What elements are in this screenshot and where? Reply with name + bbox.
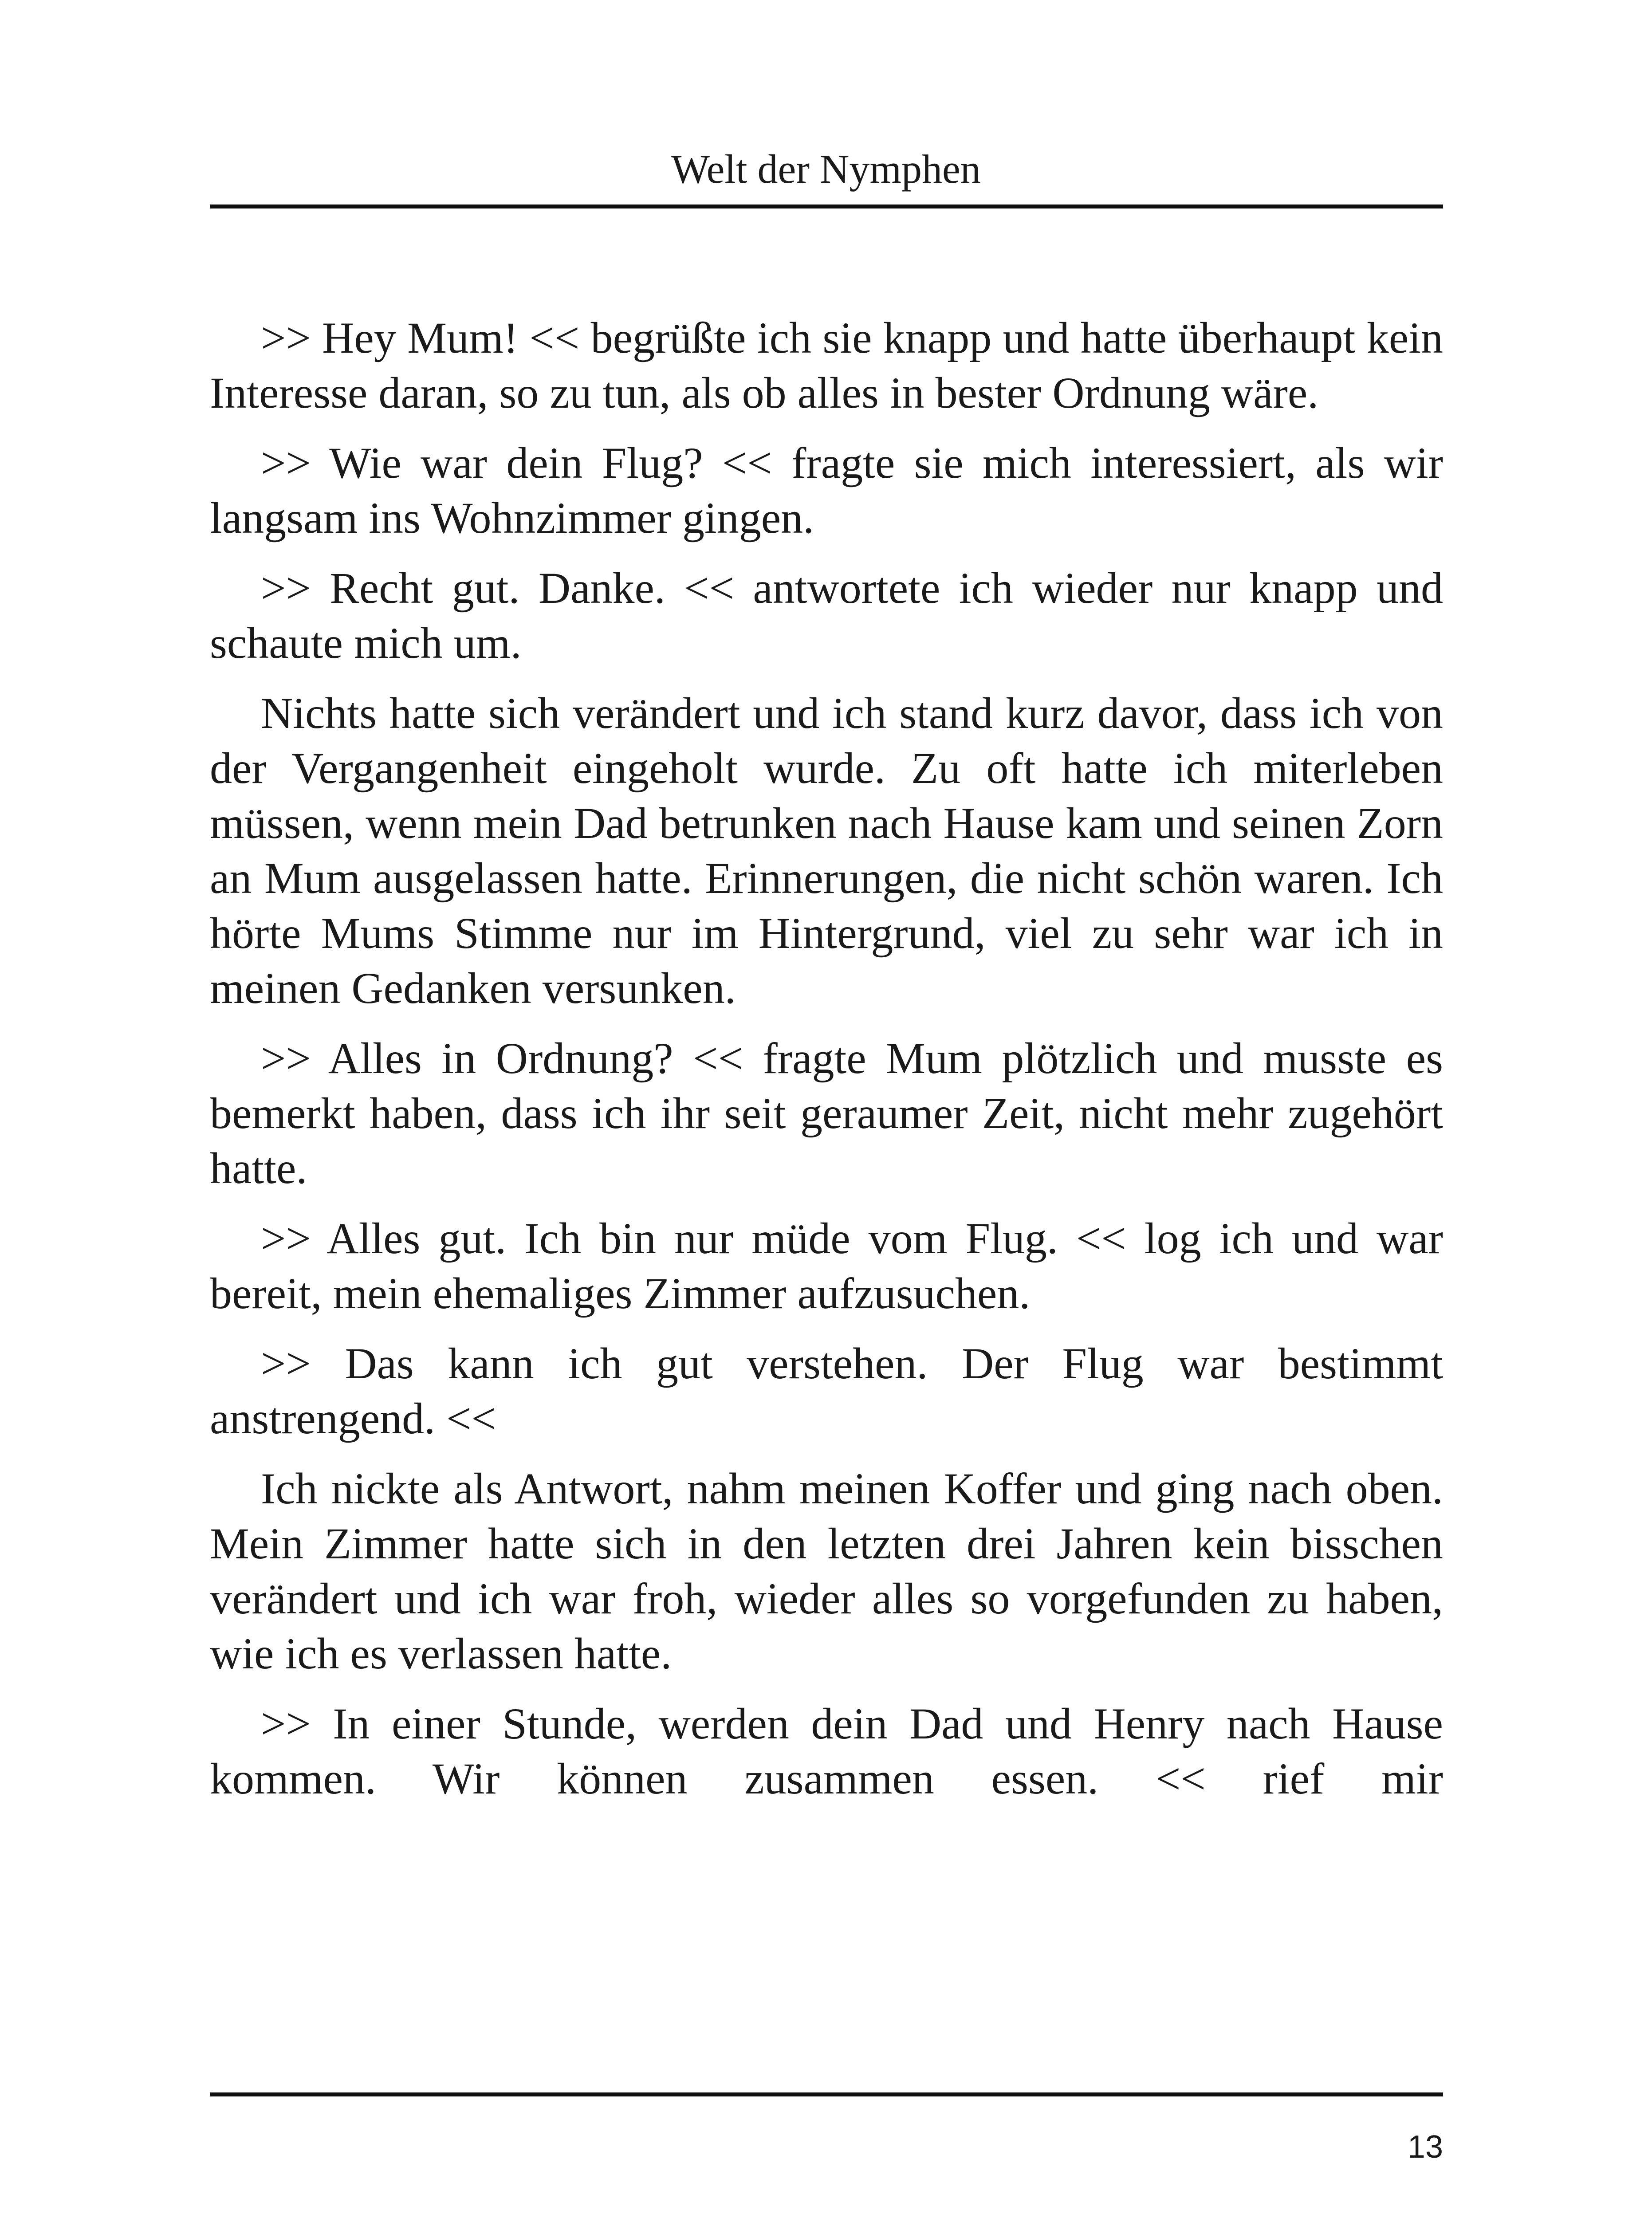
paragraph-continued: >> In einer Stunde, werden dein Dad und Henry nach Hause kommen. Wir können zusammen essen. << rief mir [210,1699,1443,1803]
paragraph: >> Alles gut. Ich bin nur müde vom Flug. << log ich und war bereit, mein ehemaliges Zimmer aufzusuchen. [210,1214,1443,1318]
footer-rule [210,2092,1443,2096]
header-rule [210,204,1443,208]
paragraph: Nichts hatte sich verändert und ich stand kurz davor, dass ich von der Vergangenheit eingeholt wurde. Zu oft hatte ich miterleben müssen, wenn mein Dad betrunken nach Hause kam und seinen Zorn an Mum ausgelassen hatte. Erinnerungen, die nicht schön waren. Ich hörte Mums Stimme nur im Hintergrund, viel zu sehr war ich in meinen Gedanken versunken. [210,688,1443,1013]
body-text [210,311,1443,1821]
running-header-title: Welt der Nymphen [671,146,981,192]
paragraph: >> Wie war dein Flug? << fragte sie mich interessiert, als wir langsam ins Wohnzimmer gingen. [210,438,1443,543]
page-number: 13 [1407,2129,1443,2165]
paragraph: >> Hey Mum! << begrüßte ich sie knapp und hatte überhaupt kein Interesse daran, so zu tun, als ob alles in bester Ordnung wäre. [210,313,1443,417]
paragraph: Ich nickte als Antwort, nahm meinen Koffer und ging nach oben. Mein Zimmer hatte sich in den letzten drei Jahren kein bisschen verändert und ich war froh, wieder alles so vorgefunden zu haben, wie ich es verlassen hatte. [210,1464,1443,1678]
paragraph: >> Alles in Ordnung? << fragte Mum plötzlich und musste es bemerkt haben, dass ich ihr seit geraumer Zeit, nicht mehr zugehört hatte. [210,1034,1443,1193]
paragraph: >> Recht gut. Danke. << antwortete ich wieder nur knapp und schaute mich um. [210,563,1443,668]
paragraph: >> Das kann ich gut verstehen. Der Flug war bestimmt anstrengend. << [210,1339,1443,1443]
